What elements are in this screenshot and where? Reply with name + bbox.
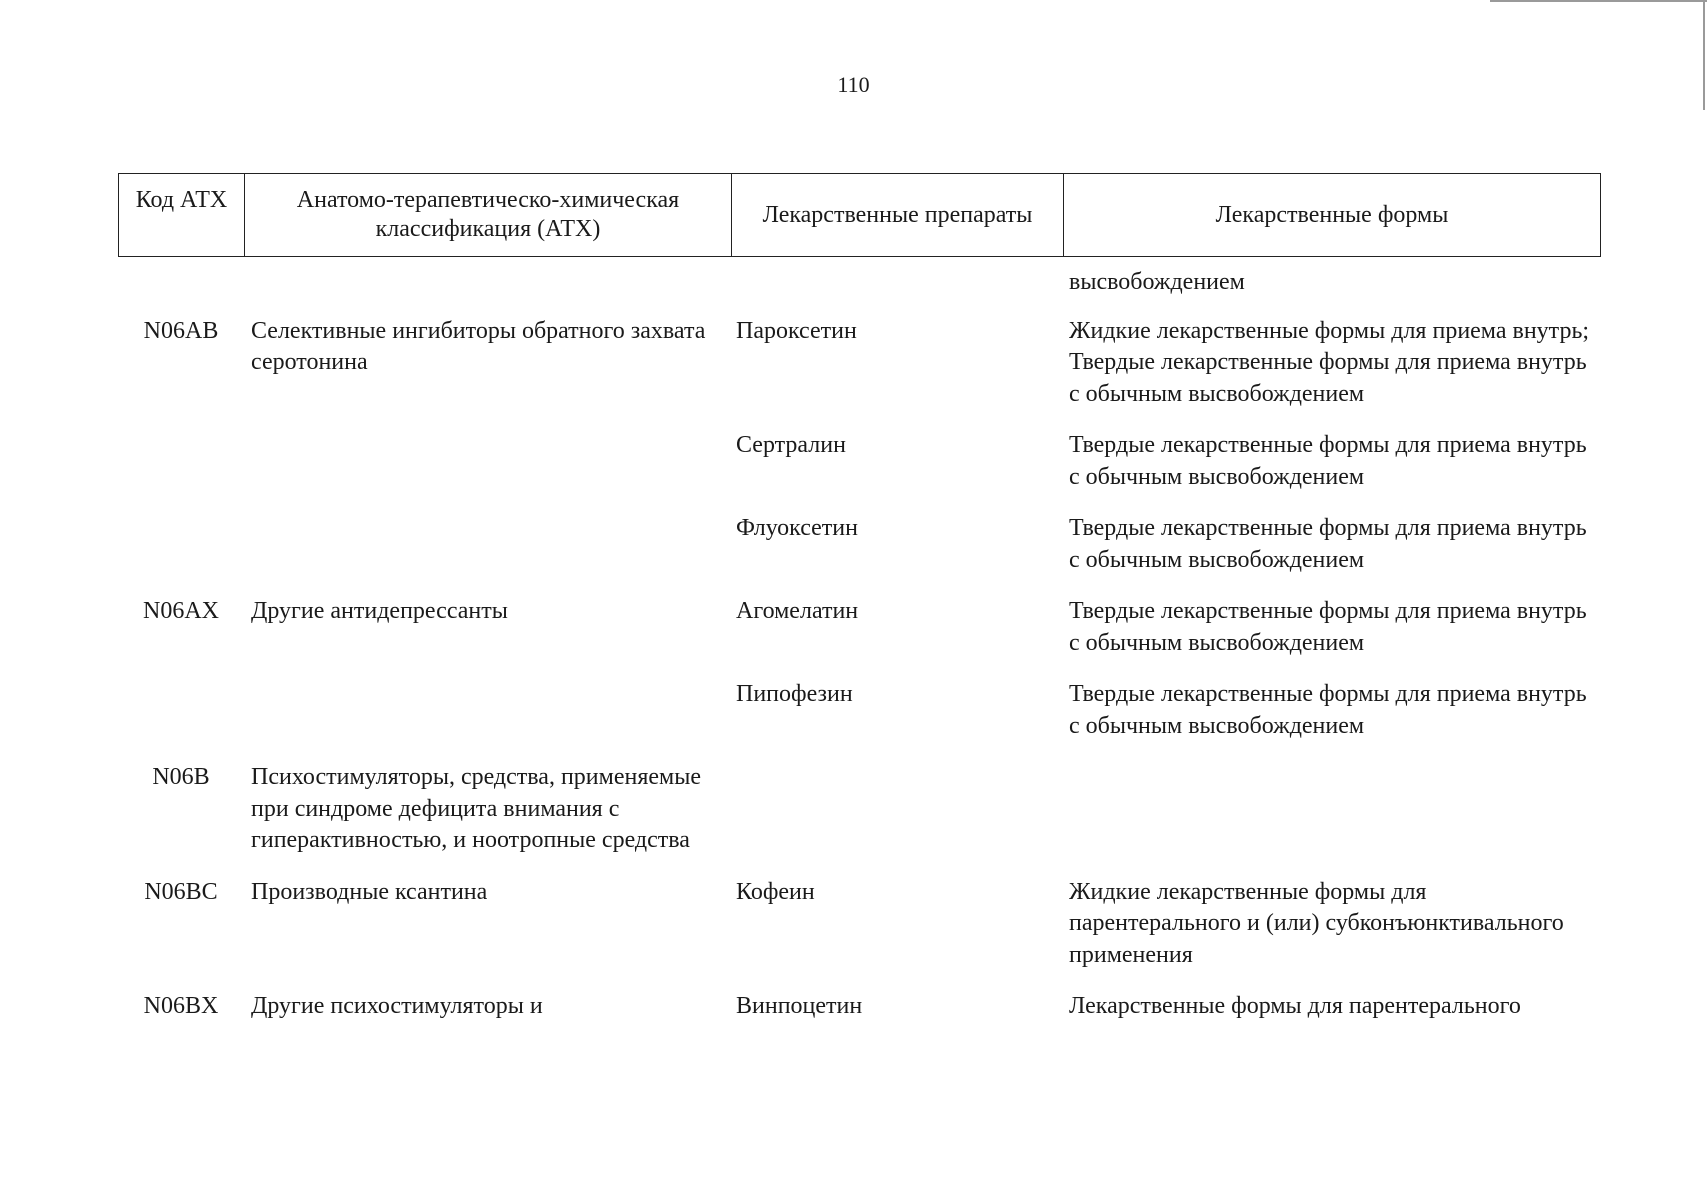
classification-cell bbox=[244, 679, 731, 762]
drug-name-cell: Винпоцетин bbox=[736, 993, 863, 1019]
dosage-form-text: Твердые лекарственные формы для приема внутрь с обычным высвобождением bbox=[1069, 515, 1587, 573]
dosage-forms-cell bbox=[1063, 762, 1600, 877]
dosage-forms-cell bbox=[1063, 267, 1600, 316]
atc-code-cell bbox=[118, 430, 244, 513]
dosage-form-text: Твердые лекарственные формы для приема внутрь с обычным высвобождением bbox=[1069, 432, 1587, 490]
dosage-forms-cell bbox=[1063, 877, 1600, 992]
header-code: Код АТХ bbox=[119, 174, 245, 257]
table-rows bbox=[118, 267, 1600, 1043]
atc-code-cell: N06BC bbox=[144, 878, 218, 905]
header-row bbox=[119, 174, 1601, 257]
table-row bbox=[118, 596, 1600, 679]
atc-code-cell: N06AX bbox=[143, 598, 219, 624]
header-forms: Лекарственные формы bbox=[1064, 174, 1601, 257]
table-row bbox=[118, 679, 1600, 762]
dosage-form-text: Жидкие лекарственные формы для парентерального и (или) субконъюнктивального применения bbox=[1069, 878, 1564, 968]
drug-name-cell: Агомелатин bbox=[736, 598, 859, 624]
dosage-form-text: Твердые лекарственные формы для приема внутрь с обычным высвобождением bbox=[1069, 349, 1587, 407]
classification-cell: Другие психостимуляторы и bbox=[251, 993, 543, 1019]
drug-name-cell: Кофеин bbox=[736, 878, 815, 905]
dosage-forms-cell bbox=[1063, 991, 1600, 1043]
atc-code-cell: N06B bbox=[152, 764, 210, 790]
classification-cell: Селективные ингибиторы обратного захвата серотонина bbox=[251, 317, 706, 375]
classification-cell bbox=[244, 513, 731, 596]
table-body bbox=[118, 267, 1600, 1043]
dosage-form-text: Жидкие лекарственные формы для приема внутрь; bbox=[1069, 317, 1590, 344]
classification-cell bbox=[244, 267, 731, 316]
table-row bbox=[118, 762, 1600, 877]
classification-cell: Психостимуляторы, средства, применяемые при синдроме дефицита внимания с гиперактивностью, и ноотропные средства bbox=[251, 764, 701, 853]
atc-code-cell: N06BX bbox=[143, 993, 219, 1019]
header-classification: Анатомо-терапевтическо-химическая классификация (АТХ) bbox=[245, 174, 732, 257]
drug-name-cell: Пипофезин bbox=[736, 681, 853, 707]
classification-cell bbox=[244, 430, 731, 513]
scan-edge-top bbox=[1490, 0, 1707, 2]
page-number: 110 bbox=[837, 72, 870, 97]
dosage-form-text: Твердые лекарственные формы для приема внутрь с обычным высвобождением bbox=[1069, 681, 1587, 739]
table-row bbox=[118, 991, 1600, 1043]
dosage-form-text: Твердые лекарственные формы для приема внутрь с обычным высвобождением bbox=[1069, 598, 1587, 656]
atc-code-cell: N06AB bbox=[143, 317, 219, 344]
classification-cell: Производные ксантина bbox=[251, 878, 488, 905]
table-row bbox=[118, 877, 1600, 992]
drug-name-cell: Флуоксетин bbox=[736, 515, 858, 541]
atc-code-cell bbox=[118, 267, 244, 316]
atc-code-cell bbox=[118, 679, 244, 762]
dosage-form-text: высвобождением bbox=[1069, 269, 1245, 295]
classification-cell: Другие антидепрессанты bbox=[251, 598, 508, 624]
table-row bbox=[118, 267, 1600, 316]
drug-name-cell bbox=[731, 762, 1063, 877]
dosage-forms-cell bbox=[1063, 513, 1600, 596]
table-row bbox=[118, 316, 1600, 431]
dosage-forms-cell bbox=[1063, 316, 1600, 431]
drug-name-cell bbox=[731, 267, 1063, 316]
drug-name-cell: Пароксетин bbox=[736, 317, 857, 344]
table-row bbox=[118, 430, 1600, 513]
header-drugs: Лекарственные препараты bbox=[732, 174, 1064, 257]
table-row bbox=[118, 513, 1600, 596]
dosage-forms-cell bbox=[1063, 430, 1600, 513]
table-header bbox=[118, 173, 1601, 257]
atc-code-cell bbox=[118, 513, 244, 596]
drug-name-cell: Сертралин bbox=[736, 432, 846, 458]
dosage-forms-cell bbox=[1063, 679, 1600, 762]
dosage-form-text: Лекарственные формы для парентерального bbox=[1069, 993, 1521, 1019]
dosage-forms-cell bbox=[1063, 596, 1600, 679]
